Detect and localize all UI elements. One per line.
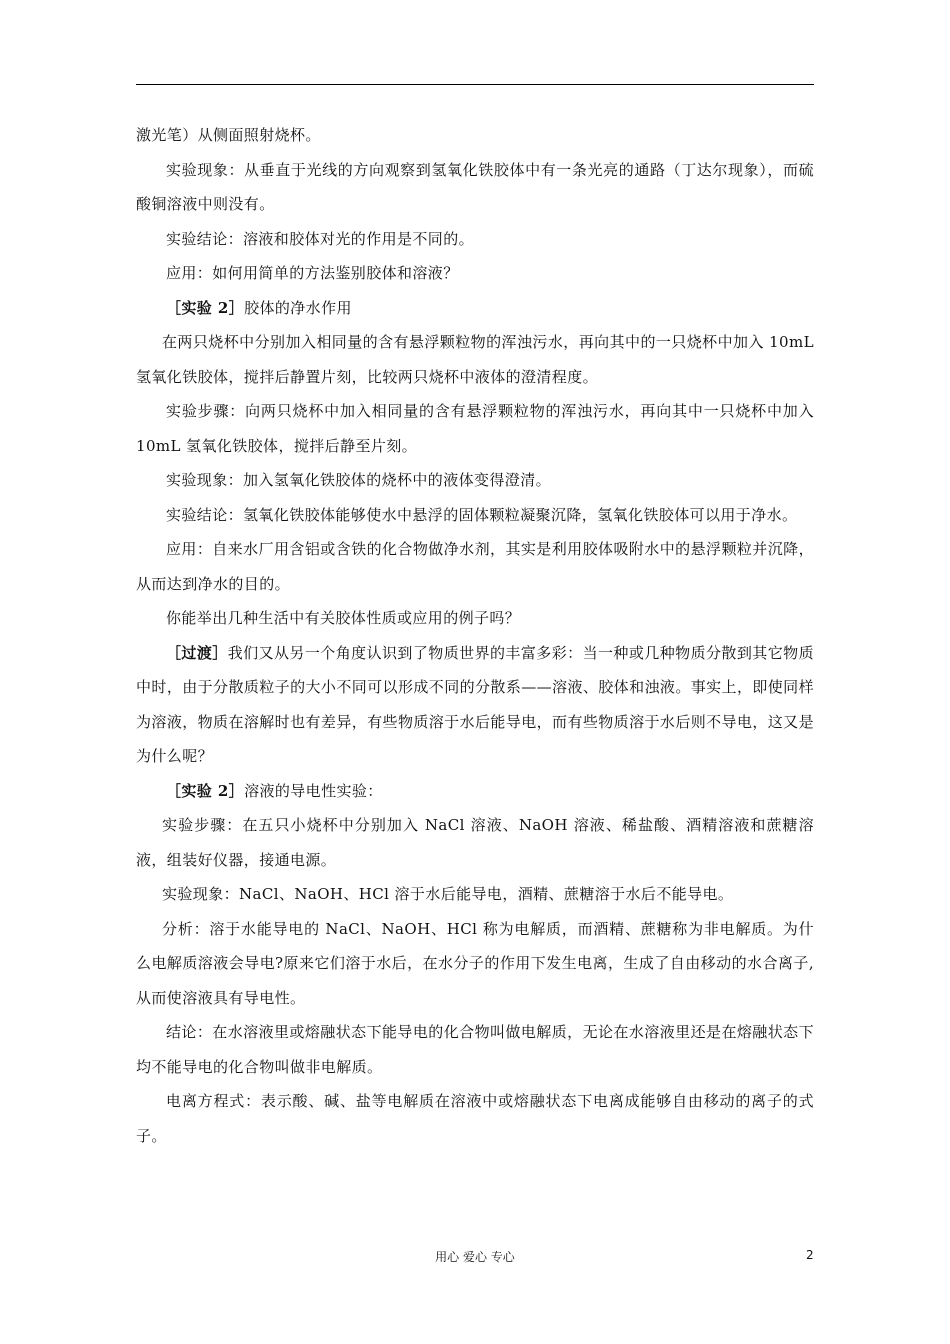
paragraph-text: 激光笔）从侧面照射烧杯。 bbox=[136, 126, 321, 144]
paragraph-text: 实验现象：加入氢氧化铁胶体的烧杯中的液体变得澄清。 bbox=[166, 471, 552, 489]
section-tag: ［实验 2］ bbox=[166, 298, 245, 317]
paragraph-text: 你能举出几种生活中有关胶体性质或应用的例子吗？ bbox=[166, 609, 521, 627]
paragraph-text: 分析：溶于水能导电的 NaCl、NaOH、HCl 称为电解质，而酒精、蔗糖称为非电解质。为什么电解质溶液会导电?原来它们溶于水后，在水分子的作用下发生电离，生成了自由移动的水合离子,从而使溶液具有导电性。 bbox=[136, 919, 814, 1007]
paragraph bbox=[136, 532, 814, 601]
paragraph-text: 应用：自来水厂用含铝或含铁的化合物做净水剂，其实是利用胶体吸附水中的悬浮颗粒并沉降，从而达到净水的目的。 bbox=[136, 540, 814, 593]
section-tag: ［实验 2］ bbox=[166, 781, 245, 800]
paragraph bbox=[136, 498, 814, 533]
section-tag: ［过渡］ bbox=[166, 643, 228, 662]
paragraph-text: 我们又从另一个角度认识到了物质世界的丰富多彩：当一种或几种物质分散到其它物质中时，由于分散质粒子的大小不同可以形成不同的分散系——溶液、胶体和浊液。事实上，即使同样为溶液，物质在溶解时也有差异，有些物质溶于水后能导电，而有些物质溶于水后则不导电，这又是为什么呢？ bbox=[136, 643, 814, 765]
paragraph bbox=[136, 877, 814, 912]
footer-slogan: 用心 爱心 专心 bbox=[435, 1250, 515, 1264]
paragraph-text: 实验现象：NaCl、NaOH、HCl 溶于水后能导电，酒精、蔗糖溶于水后不能导电。 bbox=[162, 885, 734, 903]
paragraph bbox=[136, 118, 814, 153]
header-rule bbox=[136, 84, 814, 85]
paragraph bbox=[136, 912, 814, 1016]
page-number: 2 bbox=[806, 1248, 814, 1262]
paragraph bbox=[136, 774, 814, 809]
paragraph-text: 电离方程式：表示酸、碱、盐等电解质在溶液中或熔融状态下电离成能够自由移动的离子的式子。 bbox=[136, 1092, 814, 1145]
paragraph-text: 结论：在水溶液里或熔融状态下能导电的化合物叫做电解质，无论在水溶液里还是在熔融状态下均不能导电的化合物叫做非电解质。 bbox=[136, 1023, 814, 1076]
paragraph-text: 实验步骤：在五只小烧杯中分别加入 NaCl 溶液、NaOH 溶液、稀盐酸、酒精溶液和蔗糖溶液，组装好仪器，接通电源。 bbox=[136, 816, 814, 869]
paragraph-text: 实验结论：溶液和胶体对光的作用是不同的。 bbox=[166, 229, 475, 248]
paragraph bbox=[136, 808, 814, 877]
paragraph bbox=[136, 394, 814, 463]
paragraph bbox=[136, 1084, 814, 1153]
paragraph-text: 胶体的净水作用 bbox=[244, 298, 352, 317]
paragraph-text: 实验现象：从垂直于光线的方向观察到氢氧化铁胶体中有一条光亮的通路（丁达尔现象），而硫酸铜溶液中则没有。 bbox=[136, 160, 814, 213]
paragraph-text: 溶液的导电性实验： bbox=[244, 781, 383, 800]
paragraph bbox=[136, 463, 814, 498]
paragraph bbox=[136, 256, 814, 291]
paragraph-text: 实验步骤：向两只烧杯中加入相同量的含有悬浮颗粒物的浑浊污水，再向其中一只烧杯中加入 10mL 氢氧化铁胶体，搅拌后静至片刻。 bbox=[136, 402, 814, 455]
paragraph bbox=[136, 222, 814, 257]
paragraph bbox=[136, 601, 814, 636]
paragraph-text: 在两只烧杯中分别加入相同量的含有悬浮颗粒物的浑浊污水，再向其中的一只烧杯中加入 10mL 氢氧化铁胶体，搅拌后静置片刻，比较两只烧杯中液体的澄清程度。 bbox=[136, 333, 814, 386]
paragraph bbox=[136, 1015, 814, 1084]
paragraph bbox=[136, 325, 814, 394]
document-body bbox=[136, 118, 814, 1153]
paragraph bbox=[136, 636, 814, 774]
paragraph bbox=[136, 291, 814, 326]
paragraph bbox=[136, 153, 814, 222]
paragraph-text: 应用：如何用简单的方法鉴别胶体和溶液？ bbox=[166, 264, 459, 282]
paragraph-text: 实验结论：氢氧化铁胶体能够使水中悬浮的固体颗粒凝聚沉降，氢氧化铁胶体可以用于净水。 bbox=[166, 505, 798, 524]
